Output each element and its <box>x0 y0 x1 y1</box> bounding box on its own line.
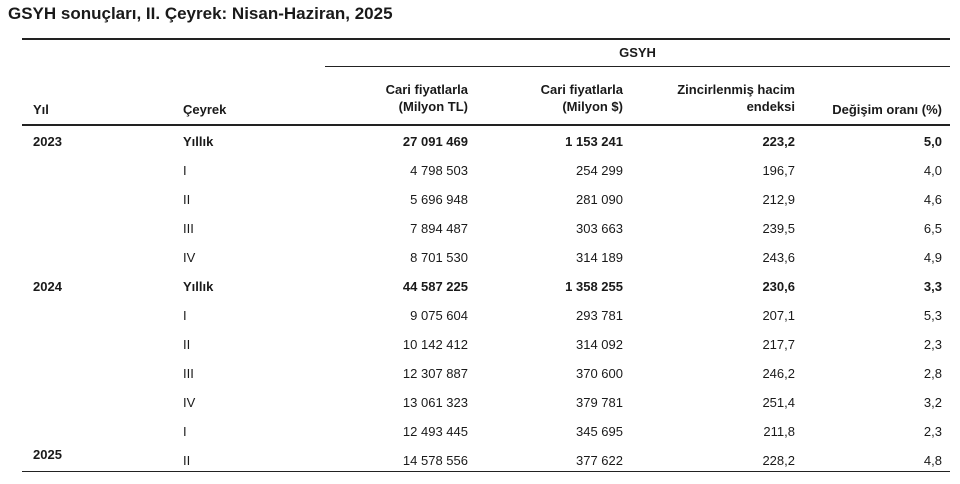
table-row <box>0 243 960 272</box>
header-volume-index-line1: Zincirlenmiş hacim <box>677 82 795 97</box>
table-row <box>0 127 960 156</box>
cell-current-usd: 281 090 <box>576 192 623 207</box>
cell-current-usd: 1 153 241 <box>565 134 623 149</box>
cell-current-usd: 303 663 <box>576 221 623 236</box>
header-current-usd-line2: (Milyon $) <box>562 99 623 114</box>
cell-quarter: II <box>183 453 191 468</box>
cell-current-tl: 14 578 556 <box>402 453 468 468</box>
table-row <box>0 388 960 417</box>
cell-volume-index: 217,7 <box>762 337 795 352</box>
cell-current-tl: 44 587 225 <box>402 279 468 294</box>
cell-quarter: II <box>183 192 191 207</box>
cell-volume-index: 251,4 <box>762 395 795 410</box>
cell-current-tl: 12 307 887 <box>402 366 468 381</box>
cell-quarter: I <box>183 424 187 439</box>
cell-volume-index: 239,5 <box>762 221 795 236</box>
cell-volume-index: 223,2 <box>762 134 795 149</box>
table-row <box>0 301 960 330</box>
table-row <box>0 272 960 301</box>
cell-quarter: Yıllık <box>183 134 214 149</box>
gsyh-group-header: GSYH <box>619 45 656 60</box>
cell-change-rate: 3,2 <box>923 395 942 410</box>
cell-quarter: IV <box>183 250 196 265</box>
cell-volume-index: 207,1 <box>762 308 795 323</box>
cell-volume-index: 246,2 <box>762 366 795 381</box>
cell-volume-index: 230,6 <box>762 279 795 294</box>
cell-current-tl: 7 894 487 <box>410 221 468 236</box>
header-rule <box>22 124 950 126</box>
cell-current-usd: 379 781 <box>576 395 623 410</box>
cell-quarter: IV <box>183 395 196 410</box>
header-quarter: Çeyrek <box>183 102 227 117</box>
header-current-usd <box>541 81 623 115</box>
cell-current-usd: 314 092 <box>576 337 623 352</box>
cell-change-rate: 2,3 <box>923 337 942 352</box>
cell-quarter: II <box>183 337 191 352</box>
cell-volume-index: 211,8 <box>763 424 795 439</box>
cell-volume-index: 212,9 <box>762 192 795 207</box>
cell-change-rate: 2,3 <box>923 424 942 439</box>
cell-quarter: I <box>183 163 187 178</box>
header-change-rate: Değişim oranı (%) <box>832 102 942 117</box>
header-volume-index <box>677 81 795 115</box>
table-row <box>0 359 960 388</box>
cell-current-usd: 345 695 <box>576 424 623 439</box>
table-row <box>0 156 960 185</box>
header-current-usd-line1: Cari fiyatlarla <box>540 82 623 97</box>
cell-change-rate: 4,8 <box>923 453 942 468</box>
cell-current-usd: 1 358 255 <box>565 279 623 294</box>
cell-change-rate: 4,9 <box>923 250 942 265</box>
cell-current-usd: 377 622 <box>576 453 623 468</box>
cell-change-rate: 4,0 <box>923 163 942 178</box>
cell-change-rate: 6,5 <box>923 221 942 236</box>
cell-current-usd: 370 600 <box>576 366 623 381</box>
page-title: GSYH sonuçları, II. Çeyrek: Nisan-Haziran, 2025 <box>8 4 393 23</box>
bottom-rule <box>22 471 950 472</box>
table-row <box>0 214 960 243</box>
cell-current-usd: 254 299 <box>576 163 623 178</box>
cell-current-usd: 293 781 <box>576 308 623 323</box>
cell-current-tl: 9 075 604 <box>410 308 468 323</box>
header-volume-index-line2: endeksi <box>746 99 795 114</box>
header-current-tl <box>386 81 468 115</box>
cell-year: 2024 <box>33 279 62 294</box>
gsyh-rule <box>325 66 950 67</box>
cell-current-tl: 8 701 530 <box>410 250 468 265</box>
cell-current-tl: 5 696 948 <box>410 192 468 207</box>
cell-change-rate: 2,8 <box>923 366 942 381</box>
cell-current-tl: 4 798 503 <box>410 163 468 178</box>
header-current-tl-line2: (Milyon TL) <box>398 99 468 114</box>
cell-change-rate: 3,3 <box>923 279 942 294</box>
cell-volume-index: 196,7 <box>762 163 795 178</box>
cell-current-usd: 314 189 <box>576 250 623 265</box>
cell-current-tl: 10 142 412 <box>402 337 468 352</box>
cell-year: 2023 <box>33 134 62 149</box>
cell-quarter: III <box>183 221 194 236</box>
cell-quarter: III <box>183 366 194 381</box>
cell-change-rate: 5,3 <box>923 308 942 323</box>
cell-volume-index: 243,6 <box>762 250 795 265</box>
header-current-tl-line1: Cari fiyatlarla <box>385 82 468 97</box>
cell-quarter: Yıllık <box>183 279 214 294</box>
year-2025-label: 2025 <box>33 447 62 462</box>
cell-current-tl: 27 091 469 <box>402 134 468 149</box>
cell-change-rate: 4,6 <box>923 192 942 207</box>
cell-current-tl: 13 061 323 <box>402 395 468 410</box>
cell-volume-index: 228,2 <box>762 453 795 468</box>
cell-change-rate: 5,0 <box>923 134 942 149</box>
table-row <box>0 185 960 214</box>
header-year: Yıl <box>33 102 49 117</box>
cell-quarter: I <box>183 308 187 323</box>
cell-current-tl: 12 493 445 <box>402 424 468 439</box>
top-rule <box>22 38 950 40</box>
table-row <box>0 330 960 359</box>
